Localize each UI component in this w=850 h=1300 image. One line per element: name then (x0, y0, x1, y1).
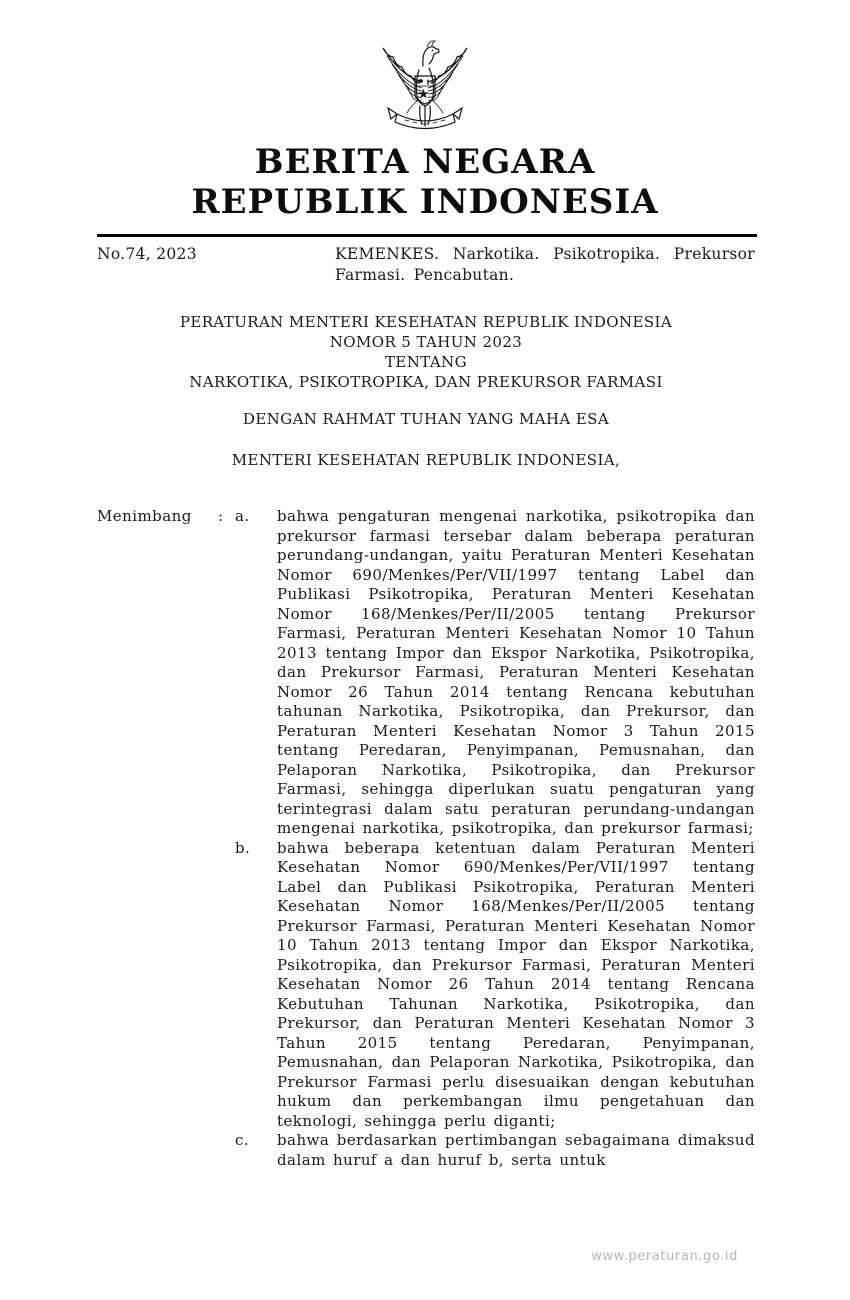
invocation-line: DENGAN RAHMAT TUHAN YANG MAHA ESA (242, 410, 610, 428)
gazette-subject: KEMENKES. Narkotika. Psikotropika. Prekursor Farmasi. Pencabutan. (335, 245, 755, 284)
masthead (0, 142, 850, 222)
considering-item-c (97, 1131, 755, 1170)
item-letter: b. (235, 838, 251, 857)
considering-section (97, 507, 755, 1170)
authority-line: MENTERI KESEHATAN REPUBLIK INDONESIA, (231, 451, 621, 469)
considering-item-b (97, 839, 755, 1132)
regulation-title-block (97, 312, 755, 470)
item-letter: a. (235, 507, 250, 525)
item-letter: c. (235, 1131, 250, 1149)
regulation-title-line: PERATURAN MENTERI KESEHATAN REPUBLIK INDONESIA (179, 313, 673, 331)
masthead-line-2: REPUBLIK INDONESIA (191, 182, 659, 222)
garuda-pancasila-emblem-icon (377, 36, 473, 138)
watermark-url: www.peraturan.go.id (591, 1249, 738, 1264)
gazette-number: No.74, 2023 (97, 245, 197, 263)
considering-colon: : (218, 507, 224, 525)
masthead-divider (97, 234, 757, 237)
item-text: bahwa berdasarkan pertimbangan sebagaimana dimaksud dalam huruf a dan huruf b, serta untuk (277, 1131, 755, 1169)
regulation-subject-line: NARKOTIKA, PSIKOTROPIKA, DAN PREKURSOR FARMASI (189, 373, 663, 391)
regulation-number-line: NOMOR 5 TAHUN 2023 (329, 333, 523, 351)
considering-label: Menimbang (97, 507, 192, 525)
considering-item-a (97, 507, 755, 839)
item-text: bahwa beberapa ketentuan dalam Peraturan Menteri Kesehatan Nomor 690/Menkes/Per/VII/1997 tentang Label dan Publikasi Psikotropika, Peraturan Menteri Kesehatan Nomor 168/Menkes/Per/II/2005 tentang Prekursor Farmasi, Peraturan Menteri Kesehatan Nomor 10 Tahun 2013 tentang Impor dan Ekspor Narkotika, Psikotropika, dan Prekursor Farmasi, Peraturan Menteri Kesehatan Nomor 26 Tahun 2014 tentang Rencana Kebutuhan Tahunan Narkotika, Psikotropika, dan Prekursor, dan Peraturan Menteri Kesehatan Nomor 3 Tahun 2015 tentang Peredaran, Penyimpanan, Pemusnahan, dan Pelaporan Narkotika, Psikotropika, dan Prekursor Farmasi perlu disesuaikan dengan kebutuhan hukum dan perkembangan ilmu pengetahuan dan teknologi, sehingga perlu diganti; (277, 838, 755, 1130)
masthead-line-1: BERITA NEGARA (254, 142, 596, 182)
meta-row (97, 244, 755, 286)
item-text: bahwa pengaturan mengenai narkotika, psikotropika dan prekursor farmasi tersebar dalam beberapa peraturan perundang-undangan, yaitu Peraturan Menteri Kesehatan Nomor 690/Menkes/Per/VII/1997 tentang Label dan Publikasi Psikotropika, Peraturan Menteri Kesehatan Nomor 168/Menkes/Per/II/2005 tentang Prekursor Farmasi, Peraturan Menteri Kesehatan Nomor 10 Tahun 2013 tentang Impor dan Ekspor Narkotika, Psikotropika, dan Prekursor Farmasi, Peraturan Menteri Kesehatan Nomor 26 Tahun 2014 tentang Rencana kebutuhan tahunan Narkotika, Psikotropika, dan Prekursor, dan Peraturan Menteri Kesehatan Nomor 3 Tahun 2015 tentang Peredaran, Penyimpanan, Pemusnahan, dan Pelaporan Narkotika, Psikotropika, dan Prekursor Farmasi, sehingga diperlukan suatu pengaturan yang terintegrasi dalam satu peraturan perundang-undangan mengenai narkotika, psikotropika, dan prekursor farmasi; (277, 507, 755, 837)
regulation-tentang-line: TENTANG (384, 353, 467, 371)
